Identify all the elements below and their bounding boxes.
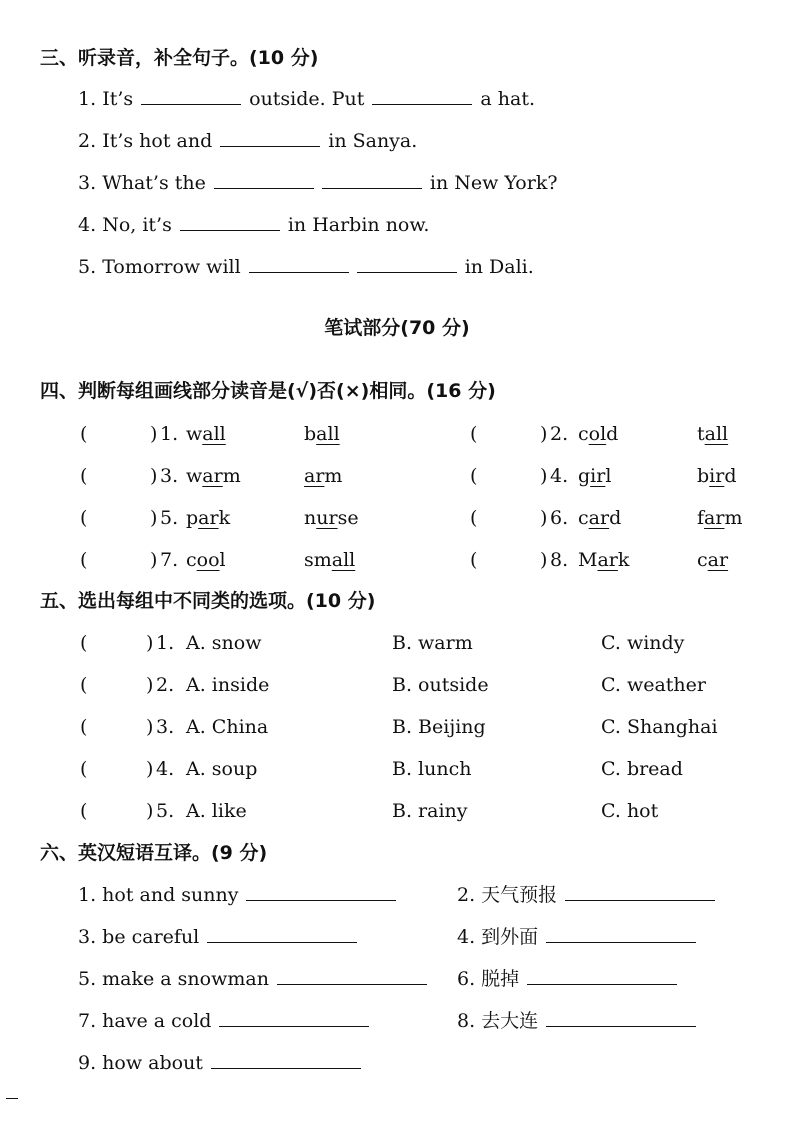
phonics-word: warm [186,465,241,487]
phonics-word: ball [304,423,340,445]
answer-paren-open[interactable]: ( [80,758,88,780]
written-part-title: 笔试部分(70 分) [324,317,470,339]
answer-blank[interactable] [565,882,715,901]
answer-blank[interactable] [180,212,280,231]
option-a: A. China [186,716,269,738]
page-edge-mark [6,1098,18,1099]
answer-blank[interactable] [211,1050,361,1069]
phonics-word: cold [578,423,619,445]
sec5-row [0,628,794,658]
answer-blank[interactable] [322,170,422,189]
phonics-word: tall [697,423,729,445]
phonics-word: Mark [578,549,630,571]
sec3-item-4: 4. No, it’s in Harbin now. [78,214,430,236]
sec6-item: 3. be careful [78,922,365,952]
answer-blank[interactable] [546,924,696,943]
answer-blank[interactable] [219,1008,369,1027]
phonics-word: bird [697,465,737,487]
sec6-item: 7. have a cold [78,1006,377,1036]
answer-blank[interactable] [277,966,427,985]
option-b: B. Beijing [392,716,486,738]
answer-paren-close: ) [540,465,548,487]
option-c: C. hot [601,800,659,822]
sec6-item: 6. 脱掉 [457,964,685,994]
item-number: 4. [550,465,569,487]
answer-paren-open[interactable]: ( [80,549,88,571]
item-number: 2. [156,674,175,696]
sec6-item: 2. 天气预报 [457,880,723,910]
answer-paren-open[interactable]: ( [80,674,88,696]
sec6-item: 9. how about [78,1048,369,1078]
option-b: B. rainy [392,800,468,822]
answer-blank[interactable] [372,86,472,105]
sec4-row [0,461,794,491]
item-number: 4. [156,758,175,780]
answer-paren-open[interactable]: ( [80,507,88,529]
answer-paren-close: ) [150,465,158,487]
item-number: 5. [156,800,175,822]
answer-paren-close: ) [146,758,154,780]
answer-blank[interactable] [249,254,349,273]
section-5-title: 五、选出每组中不同类的选项。(10 分) [40,590,376,612]
answer-paren-close: ) [146,800,154,822]
phonics-word: cool [186,549,226,571]
answer-paren-open[interactable]: ( [470,549,478,571]
answer-blank[interactable] [546,1008,696,1027]
answer-blank[interactable] [214,170,314,189]
answer-paren-open[interactable]: ( [80,632,88,654]
sec6-item: 1. hot and sunny [78,880,404,910]
answer-paren-close: ) [540,549,548,571]
option-c: C. windy [601,632,685,654]
phonics-word: girl [578,465,612,487]
answer-paren-open[interactable]: ( [80,716,88,738]
sec6-item: 8. 去大连 [457,1006,704,1036]
sec3-item-5: 5. Tomorrow will in Dali. [78,256,534,278]
sec3-item-3: 3. What’s the in New York? [78,172,558,194]
option-c: C. weather [601,674,706,696]
answer-blank[interactable] [141,86,241,105]
sec3-item-1: 1. It’s outside. Put a hat. [78,88,536,110]
option-b: B. lunch [392,758,472,780]
sec5-row [0,712,794,742]
option-a: A. snow [186,632,262,654]
option-b: B. outside [392,674,489,696]
answer-blank[interactable] [357,254,457,273]
option-b: B. warm [392,632,473,654]
item-number: 7. [160,549,179,571]
answer-paren-close: ) [540,423,548,445]
option-a: A. like [186,800,247,822]
item-number: 6. [550,507,569,529]
answer-paren-close: ) [146,716,154,738]
option-c: C. bread [601,758,683,780]
answer-blank[interactable] [207,924,357,943]
answer-paren-close: ) [150,549,158,571]
sec4-row [0,503,794,533]
sec5-row [0,796,794,826]
section-3-title: 三、听录音，补全句子。(10 分) [40,47,319,69]
option-c: C. Shanghai [601,716,718,738]
item-number: 3. [156,716,175,738]
sec5-row [0,754,794,784]
phonics-word: nurse [304,507,359,529]
answer-paren-open[interactable]: ( [470,507,478,529]
item-number: 2. [550,423,569,445]
sec6-item: 4. 到外面 [457,922,704,952]
answer-blank[interactable] [527,966,677,985]
phonics-word: arm [304,465,343,487]
section-4-title: 四、判断每组画线部分读音是(√)否(×)相同。(16 分) [40,380,496,402]
answer-paren-close: ) [150,423,158,445]
phonics-word: card [578,507,622,529]
phonics-word: car [697,549,729,571]
sec6-item: 5. make a snowman [78,964,435,994]
answer-paren-open[interactable]: ( [470,423,478,445]
answer-paren-close: ) [146,674,154,696]
answer-blank[interactable] [220,128,320,147]
answer-paren-close: ) [146,632,154,654]
answer-paren-close: ) [540,507,548,529]
answer-paren-open[interactable]: ( [80,423,88,445]
answer-paren-open[interactable]: ( [80,800,88,822]
sec3-item-2: 2. It’s hot and in Sanya. [78,130,418,152]
answer-paren-open[interactable]: ( [470,465,478,487]
answer-paren-open[interactable]: ( [80,465,88,487]
sec4-row [0,419,794,449]
option-a: A. inside [186,674,270,696]
sec4-row [0,545,794,575]
option-a: A. soup [186,758,258,780]
phonics-word: small [304,549,356,571]
item-number: 1. [156,632,175,654]
answer-blank[interactable] [246,882,396,901]
section-6-title: 六、英汉短语互译。(9 分) [40,842,268,864]
item-number: 3. [160,465,179,487]
phonics-word: park [186,507,231,529]
answer-paren-close: ) [150,507,158,529]
sec5-row [0,670,794,700]
phonics-word: wall [186,423,226,445]
item-number: 5. [160,507,179,529]
item-number: 1. [160,423,179,445]
item-number: 8. [550,549,569,571]
phonics-word: farm [697,507,743,529]
